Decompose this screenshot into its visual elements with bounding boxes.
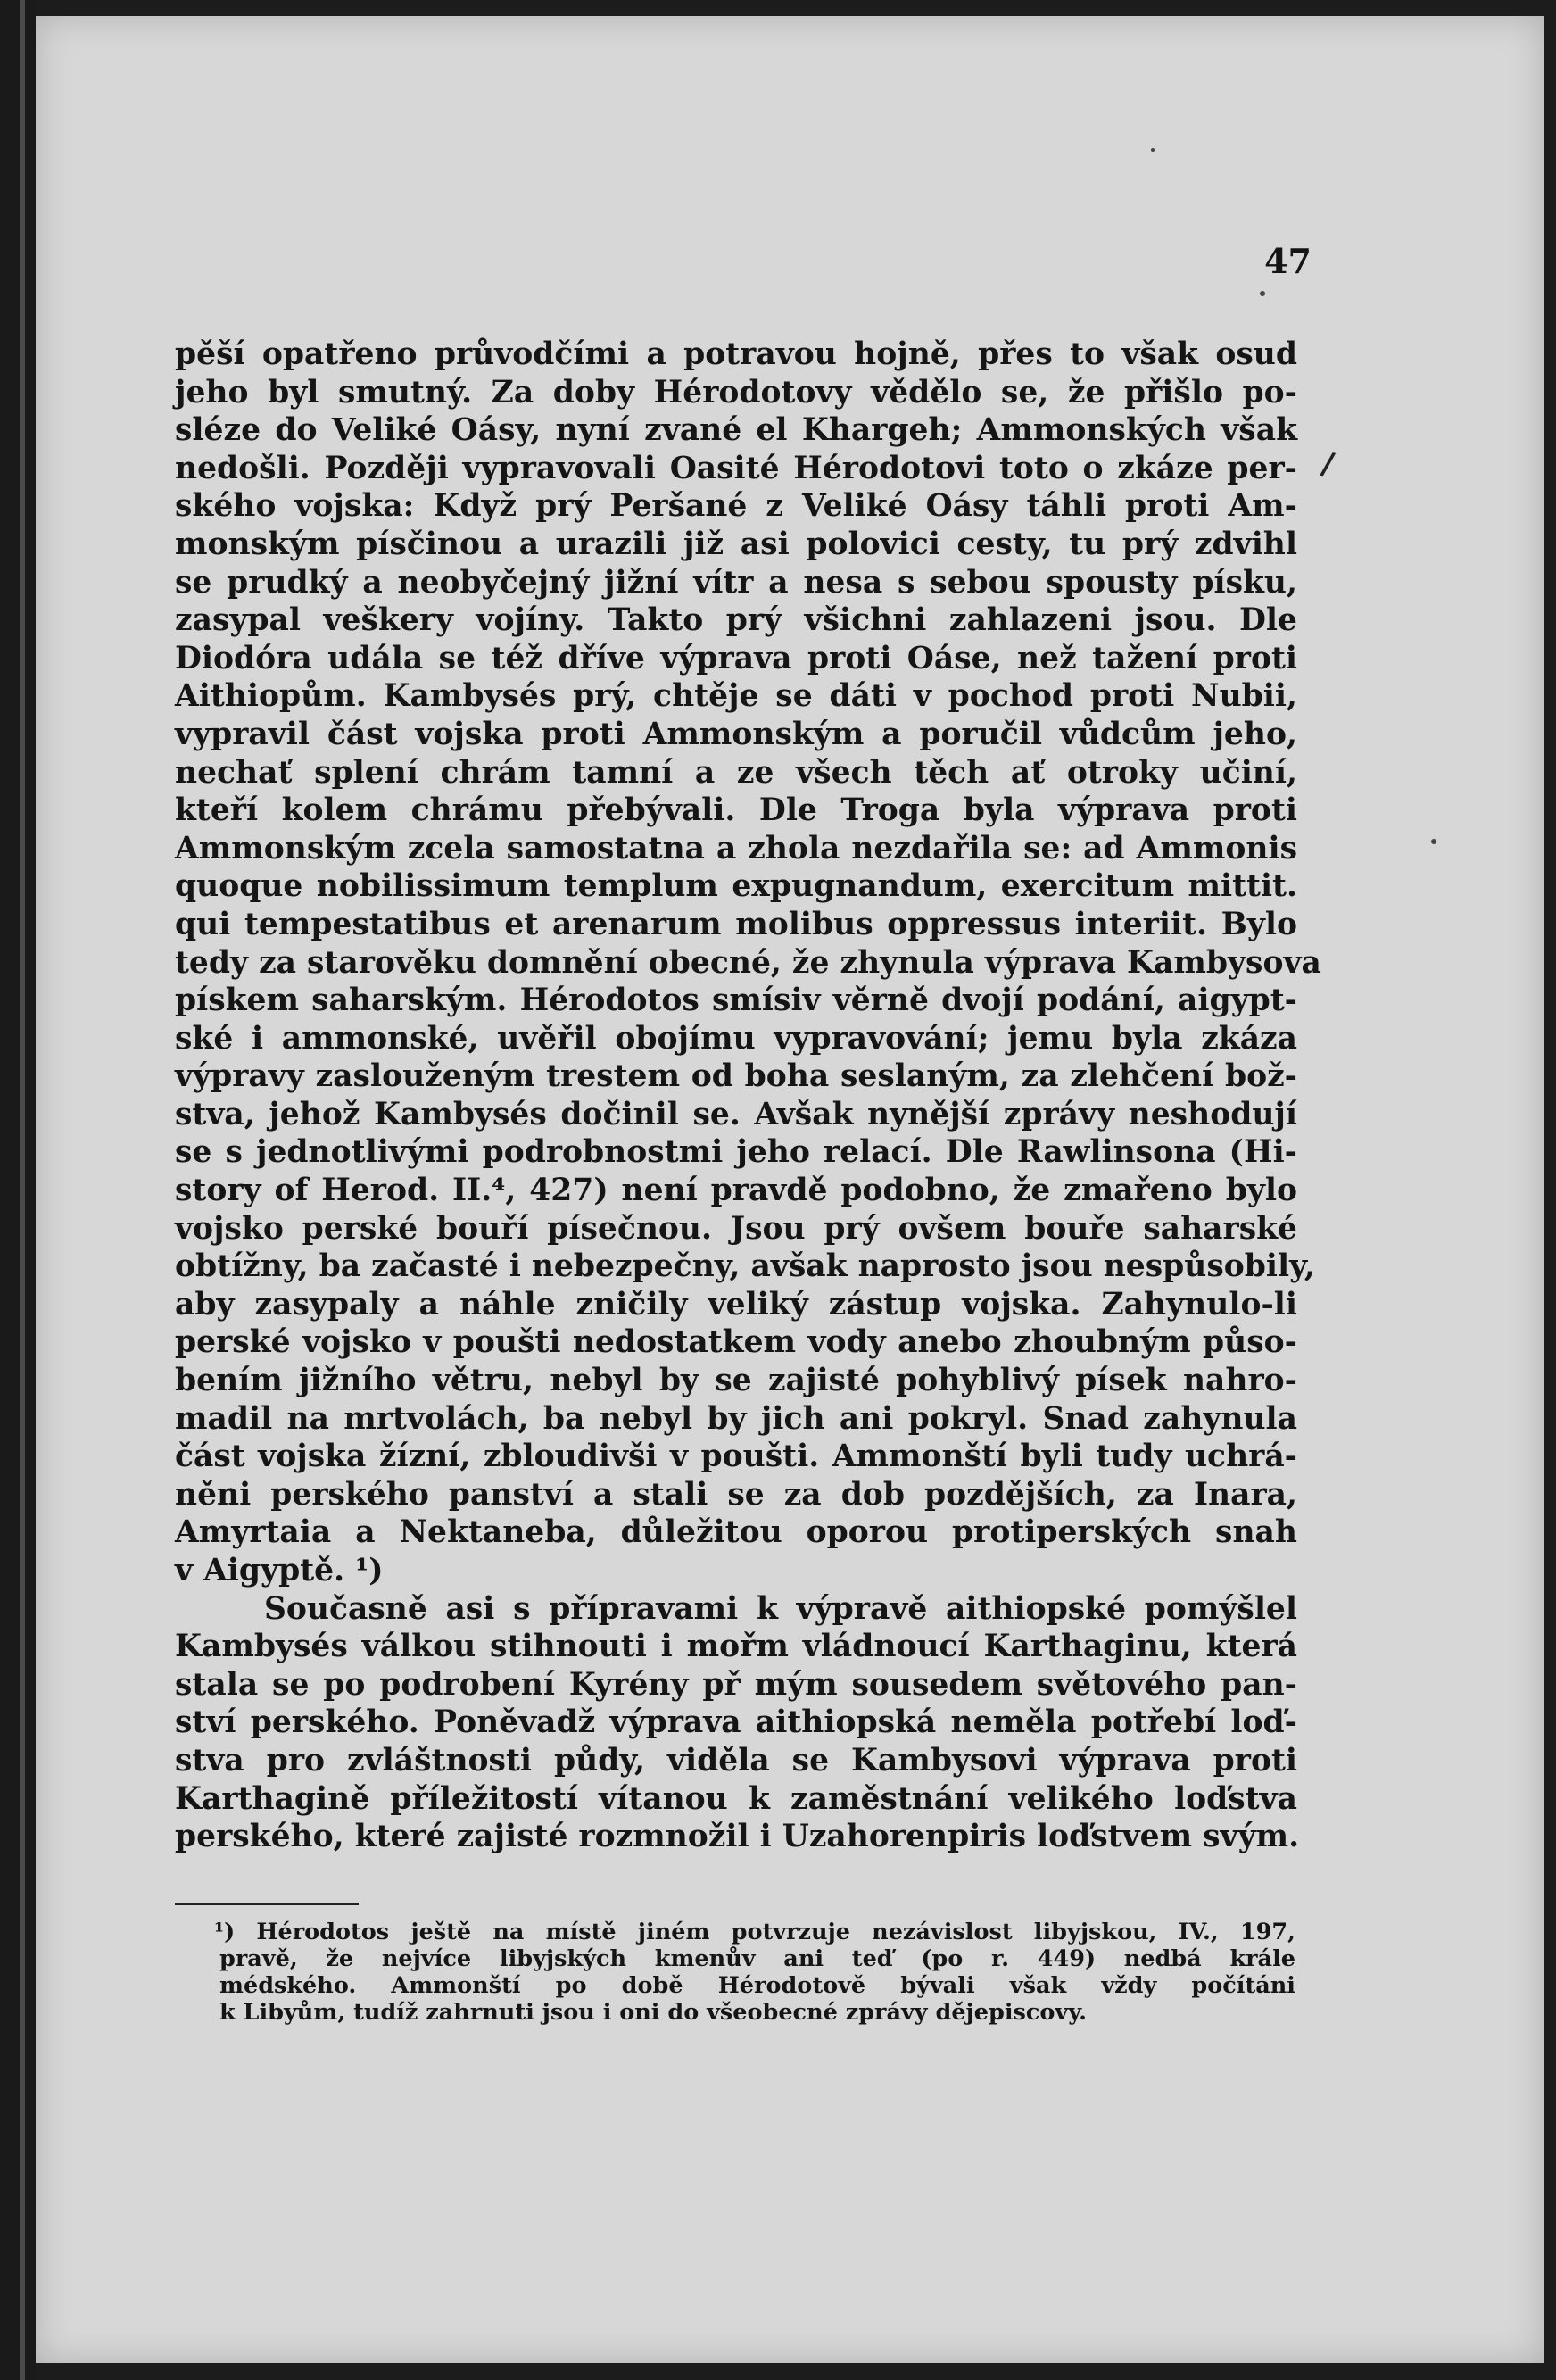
text-line: tedy za starověku domnění obecné, že zhynula výprava Kambysova <box>175 944 1321 981</box>
text-line: v Aigyptě. ¹) <box>175 1553 384 1588</box>
text-line: perského, které zajisté rozmnožil i Uzahorenpiris loďstvem svým. <box>175 1819 1300 1855</box>
text-line: Karthagině příležitostí vítanou k zaměstnání velikého loďstva <box>175 1780 1297 1817</box>
text-line: ství perského. Poněvadž výprava aithiopská neměla potřebí loď- <box>175 1704 1297 1741</box>
text-line: ské i ammonské, uvěřil obojímu vypravování; jemu byla zkáza <box>175 1020 1297 1057</box>
text-line-paragraph-start: Současně asi s přípravami k výpravě aithiopské pomýšlel <box>264 1590 1297 1627</box>
text-line: jeho byl smutný. Za doby Hérodotovy vědělo se, že přišlo po- <box>175 374 1297 410</box>
scan-speck <box>1260 291 1265 296</box>
text-line: kteří kolem chrámu přebývali. Dle Troga byla výprava proti <box>175 792 1297 829</box>
footnote-line: k Libyům, tudíž zahrnuti jsou i oni do všeobecné zprávy dějepiscovy. <box>219 1999 1087 2026</box>
page-number: 47 <box>1264 241 1312 281</box>
text-line: se s jednotlivými podrobnostmi jeho relací. Dle Rawlinsona (Hi- <box>175 1134 1297 1171</box>
scan-speck <box>1431 839 1436 844</box>
text-line: Diodóra udála se též dříve výprava proti Oáse, než tažení proti <box>175 640 1297 676</box>
footnote-line: ¹) Hérodotos ještě na místě jiném potvrzuje nezávislost libyjskou, IV., 197, <box>214 1919 1295 1945</box>
text-line: Kambysés válkou stihnouti i mořm vládnoucí Karthaginu, která <box>175 1629 1297 1665</box>
text-line: madil na mrtvolách, ba nebyl by jich ani pokryl. Snad zahynula <box>175 1400 1297 1437</box>
text-line: vojsko perské bouří písečnou. Jsou prý ovšem bouře saharské <box>175 1210 1297 1247</box>
text-line: monským písčinou a urazili již asi polovici cesty, tu prý zdvihl <box>175 526 1297 562</box>
text-line: část vojska žízní, zbloudivši v poušti. Ammonští byli tudy uchrá- <box>175 1439 1297 1475</box>
text-line: obtížny, ba začasté i nebezpečny, avšak naprosto jsou nespůsobily, <box>175 1248 1315 1285</box>
text-line: nedošli. Později vypravovali Oasité Hérodotovi toto o zkáze per- <box>175 450 1297 486</box>
text-line: pískem saharským. Hérodotos smísiv věrně dvojí podání, aigypt- <box>175 983 1297 1019</box>
text-line: quoque nobilissimum templum expugnandum, exercitum mittit. <box>175 868 1297 905</box>
text-line: ského vojska: Když prý Peršané z Veliké Oásy táhli proti Am- <box>175 488 1297 525</box>
text-line: stala se po podrobení Kyrény př mým sousedem světového pan- <box>175 1666 1297 1703</box>
footnote-line: pravě, že nejvíce libyjských kmenův ani teď (po r. 449) nedbá krále <box>219 1945 1295 1972</box>
scan-edge-line <box>20 0 25 2380</box>
text-line: zasypal veškery vojíny. Takto prý všichni zahlazeni jsou. Dle <box>175 602 1297 639</box>
text-line: pěší opatřeno průvodčími a potravou hojně, přes to však osud <box>175 336 1297 372</box>
text-line: Ammonským zcela samostatna a zhola nezdařila se: ad Ammonis <box>175 830 1297 867</box>
text-line: story of Herod. II.⁴, 427) není pravdě podobno, že zmařeno bylo <box>175 1173 1297 1209</box>
text-line: vypravil část vojska proti Ammonským a poručil vůdcům jeho, <box>175 716 1297 752</box>
text-line: bením jižního větru, nebyl by se zajisté pohyblivý písek nahro- <box>175 1363 1297 1399</box>
margin-pencil-mark: / <box>1318 445 1337 483</box>
text-line: nechať splení chrám tamní a ze všech těch ať otroky učiní, <box>175 754 1297 791</box>
scan-speck <box>1151 148 1155 152</box>
text-line: výpravy zaslouženým trestem od boha seslaným, za zlehčení bož- <box>175 1058 1297 1095</box>
main-text <box>175 336 1321 1856</box>
text-line: qui tempestatibus et arenarum molibus oppressus interiit. Bylo <box>175 906 1297 942</box>
text-line: stva, jehož Kambysés dočinil se. Avšak nynější zprávy neshodují <box>175 1096 1297 1132</box>
text-line: Aithiopům. Kambysés prý, chtěje se dáti v pochod proti Nubii, <box>175 678 1297 715</box>
scan-left-edge <box>0 0 36 2380</box>
text-line: perské vojsko v poušti nedostatkem vody anebo zhoubným půso- <box>175 1324 1297 1361</box>
text-line: Amyrtaia a Nektaneba, důležitou oporou protiperských snah <box>175 1514 1297 1551</box>
text-line: aby zasypaly a náhle zničily veliký zástup vojska. Zahynulo-li <box>175 1286 1297 1323</box>
text-line: něni perského panství a stali se za dob pozdějších, za Inara, <box>175 1476 1297 1513</box>
text-line: sléze do Veliké Oásy, nyní zvané el Khargeh; Ammonských však <box>175 412 1297 449</box>
text-line: stva pro zvláštnosti půdy, viděla se Kambysovi výprava proti <box>175 1742 1297 1779</box>
footnote-line: médského. Ammonští po době Hérodotově bývali však vždy počítáni <box>219 1972 1295 1999</box>
footnote-divider <box>175 1903 359 1905</box>
text-line: se prudký a neobyčejný jižní vítr a nesa s sebou spousty písku, <box>175 564 1297 601</box>
footnote <box>214 1919 1295 2026</box>
